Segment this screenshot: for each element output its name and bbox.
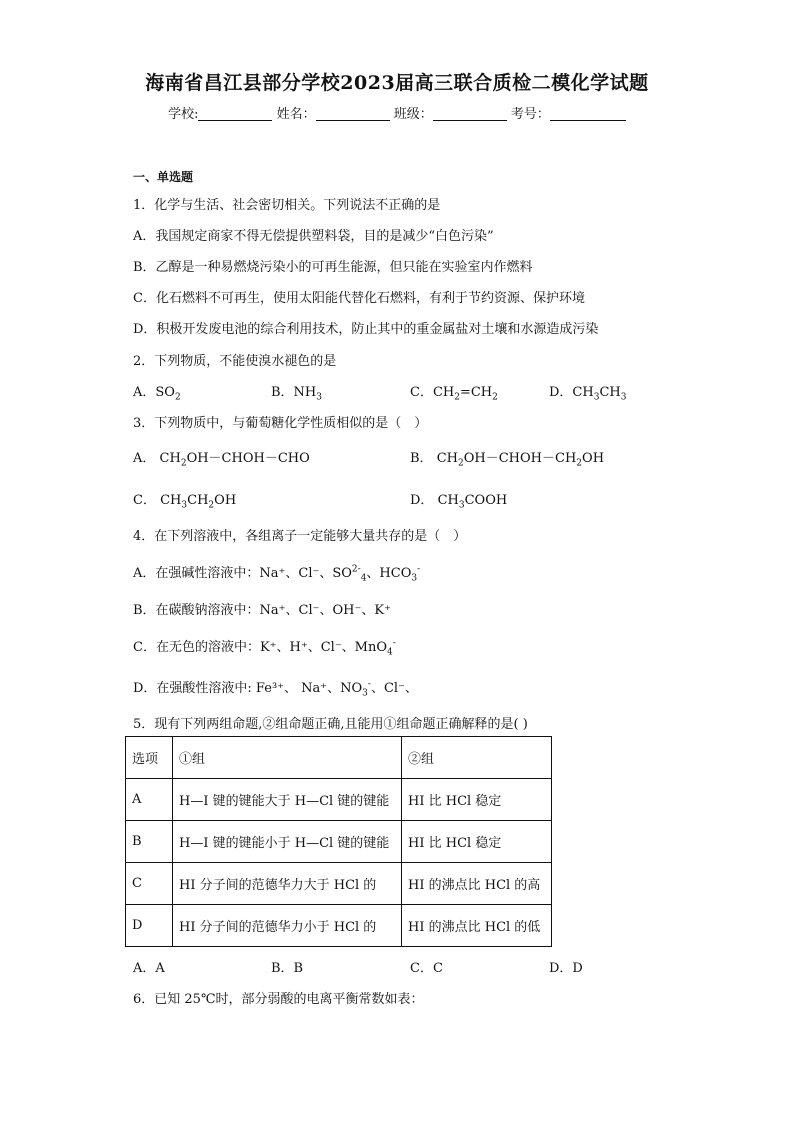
q3-option-d: D． $CH_3COOH$ (410, 493, 508, 511)
id-blank[interactable] (550, 106, 626, 121)
school-label: 学校: (168, 107, 199, 122)
table-row (126, 779, 552, 821)
q4-stem: 4．在下列溶液中，各组离子一定能够大量共存的是（ ） (133, 529, 467, 544)
table-cell: HI 的沸点比 HCl 的高 (402, 863, 552, 905)
q1-option-a: A．我国规定商家不得无偿提供塑料袋，目的是减少“白色污染” (133, 229, 494, 244)
q3-option-b: B． $CH_2OH-CHOH-CH_2OH$ (410, 451, 605, 469)
table-row (126, 863, 552, 905)
class-label: 班级： (393, 107, 433, 122)
q2-option-c: C．$CH_2=CH_2$ (410, 385, 498, 403)
q5-table (125, 736, 552, 947)
q4-option-c: C．在无色的溶液中：K⁺、H⁺、Cl⁻、MnO$_4$- (133, 638, 396, 658)
q5-option-d: D．D (549, 961, 583, 976)
table-header-cell: ①组 (173, 737, 402, 779)
table-cell: HI 分子间的范德华力大于 HCl 的 (173, 863, 402, 905)
q5-option-c: C．C (410, 961, 443, 976)
table-cell: H—I 键的键能小于 H—Cl 键的键能 (173, 821, 402, 863)
name-blank[interactable] (316, 106, 390, 121)
school-blank[interactable] (198, 106, 272, 121)
q1-option-c: C．化石燃料不可再生，使用太阳能代替化石燃料，有利于节约资源、保护环境 (133, 291, 585, 306)
table-header-cell: ②组 (402, 737, 552, 779)
q4-option-d: D．在强酸性溶液中: Fe³⁺、 Na⁺、$NO_3^-$、Cl⁻、 (133, 679, 418, 699)
q2-option-d: D．$CH_3CH_3$ (549, 385, 627, 403)
q1-option-d: D．积极开发废电池的综合利用技术，防止其中的重金属盐对土壤和水源造成污染 (133, 322, 599, 337)
q3-option-a: A． $CH_2OH-CHOH-CHO$ (133, 451, 310, 469)
name-label: 姓名： (276, 107, 316, 122)
table-cell: H—I 键的键能大于 H—Cl 键的键能 (173, 779, 402, 821)
q2-stem: 2．下列物质，不能使溴水褪色的是 (133, 354, 337, 369)
q3-option-c: C． $CH_3CH_2OH$ (133, 493, 237, 511)
table-cell: A (126, 779, 173, 821)
table-header-row (126, 737, 552, 779)
class-blank[interactable] (433, 106, 507, 121)
q4-option-a: A．在强碱性溶液中：Na⁺、Cl⁻、$SO^{2-}_4$、$HCO_3^-$ (133, 564, 421, 584)
q5-option-a: A．A (133, 961, 165, 976)
table-cell: HI 比 HCl 稳定 (402, 779, 552, 821)
exam-title: 海南省昌江县部分学校2023届高三联合质检二模化学试题 (145, 72, 649, 94)
q3-stem: 3．下列物质中，与葡萄糖化学性质相似的是（ ） (133, 416, 428, 431)
table-cell: B (126, 821, 173, 863)
table-cell: HI 的沸点比 HCl 的低 (402, 905, 552, 947)
table-cell: HI 分子间的范德华力小于 HCl 的 (173, 905, 402, 947)
table-cell: HI 比 HCl 稳定 (402, 821, 552, 863)
table-cell: D (126, 905, 173, 947)
q1-stem: 1．化学与生活、社会密切相关。下列说法不正确的是 (133, 198, 441, 213)
q1-option-b: B．乙醇是一种易燃烧污染小的可再生能源，但只能在实验室内作燃料 (133, 260, 533, 275)
id-label: 考号： (510, 107, 550, 122)
student-info-line (0, 103, 794, 122)
q2-option-b: B．$NH_3$ (271, 385, 322, 403)
section-heading: 一、单选题 (133, 170, 194, 184)
q2-option-a: A．$SO_2$ (133, 385, 181, 403)
q6-stem: 6．已知 25℃时，部分弱酸的电离平衡常数如表： (133, 992, 424, 1007)
table-row (126, 821, 552, 863)
q5-option-b: B．B (271, 961, 304, 976)
table-row (126, 905, 552, 947)
q5-stem: 5．现有下列两组命题,②组命题正确,且能用①组命题正确解释的是( ) (133, 717, 528, 732)
table-cell: C (126, 863, 173, 905)
table-header-cell: 选项 (126, 737, 173, 779)
q4-option-b: B．在碳酸钠溶液中：Na⁺、Cl⁻、OH⁻、K⁺ (133, 603, 391, 618)
